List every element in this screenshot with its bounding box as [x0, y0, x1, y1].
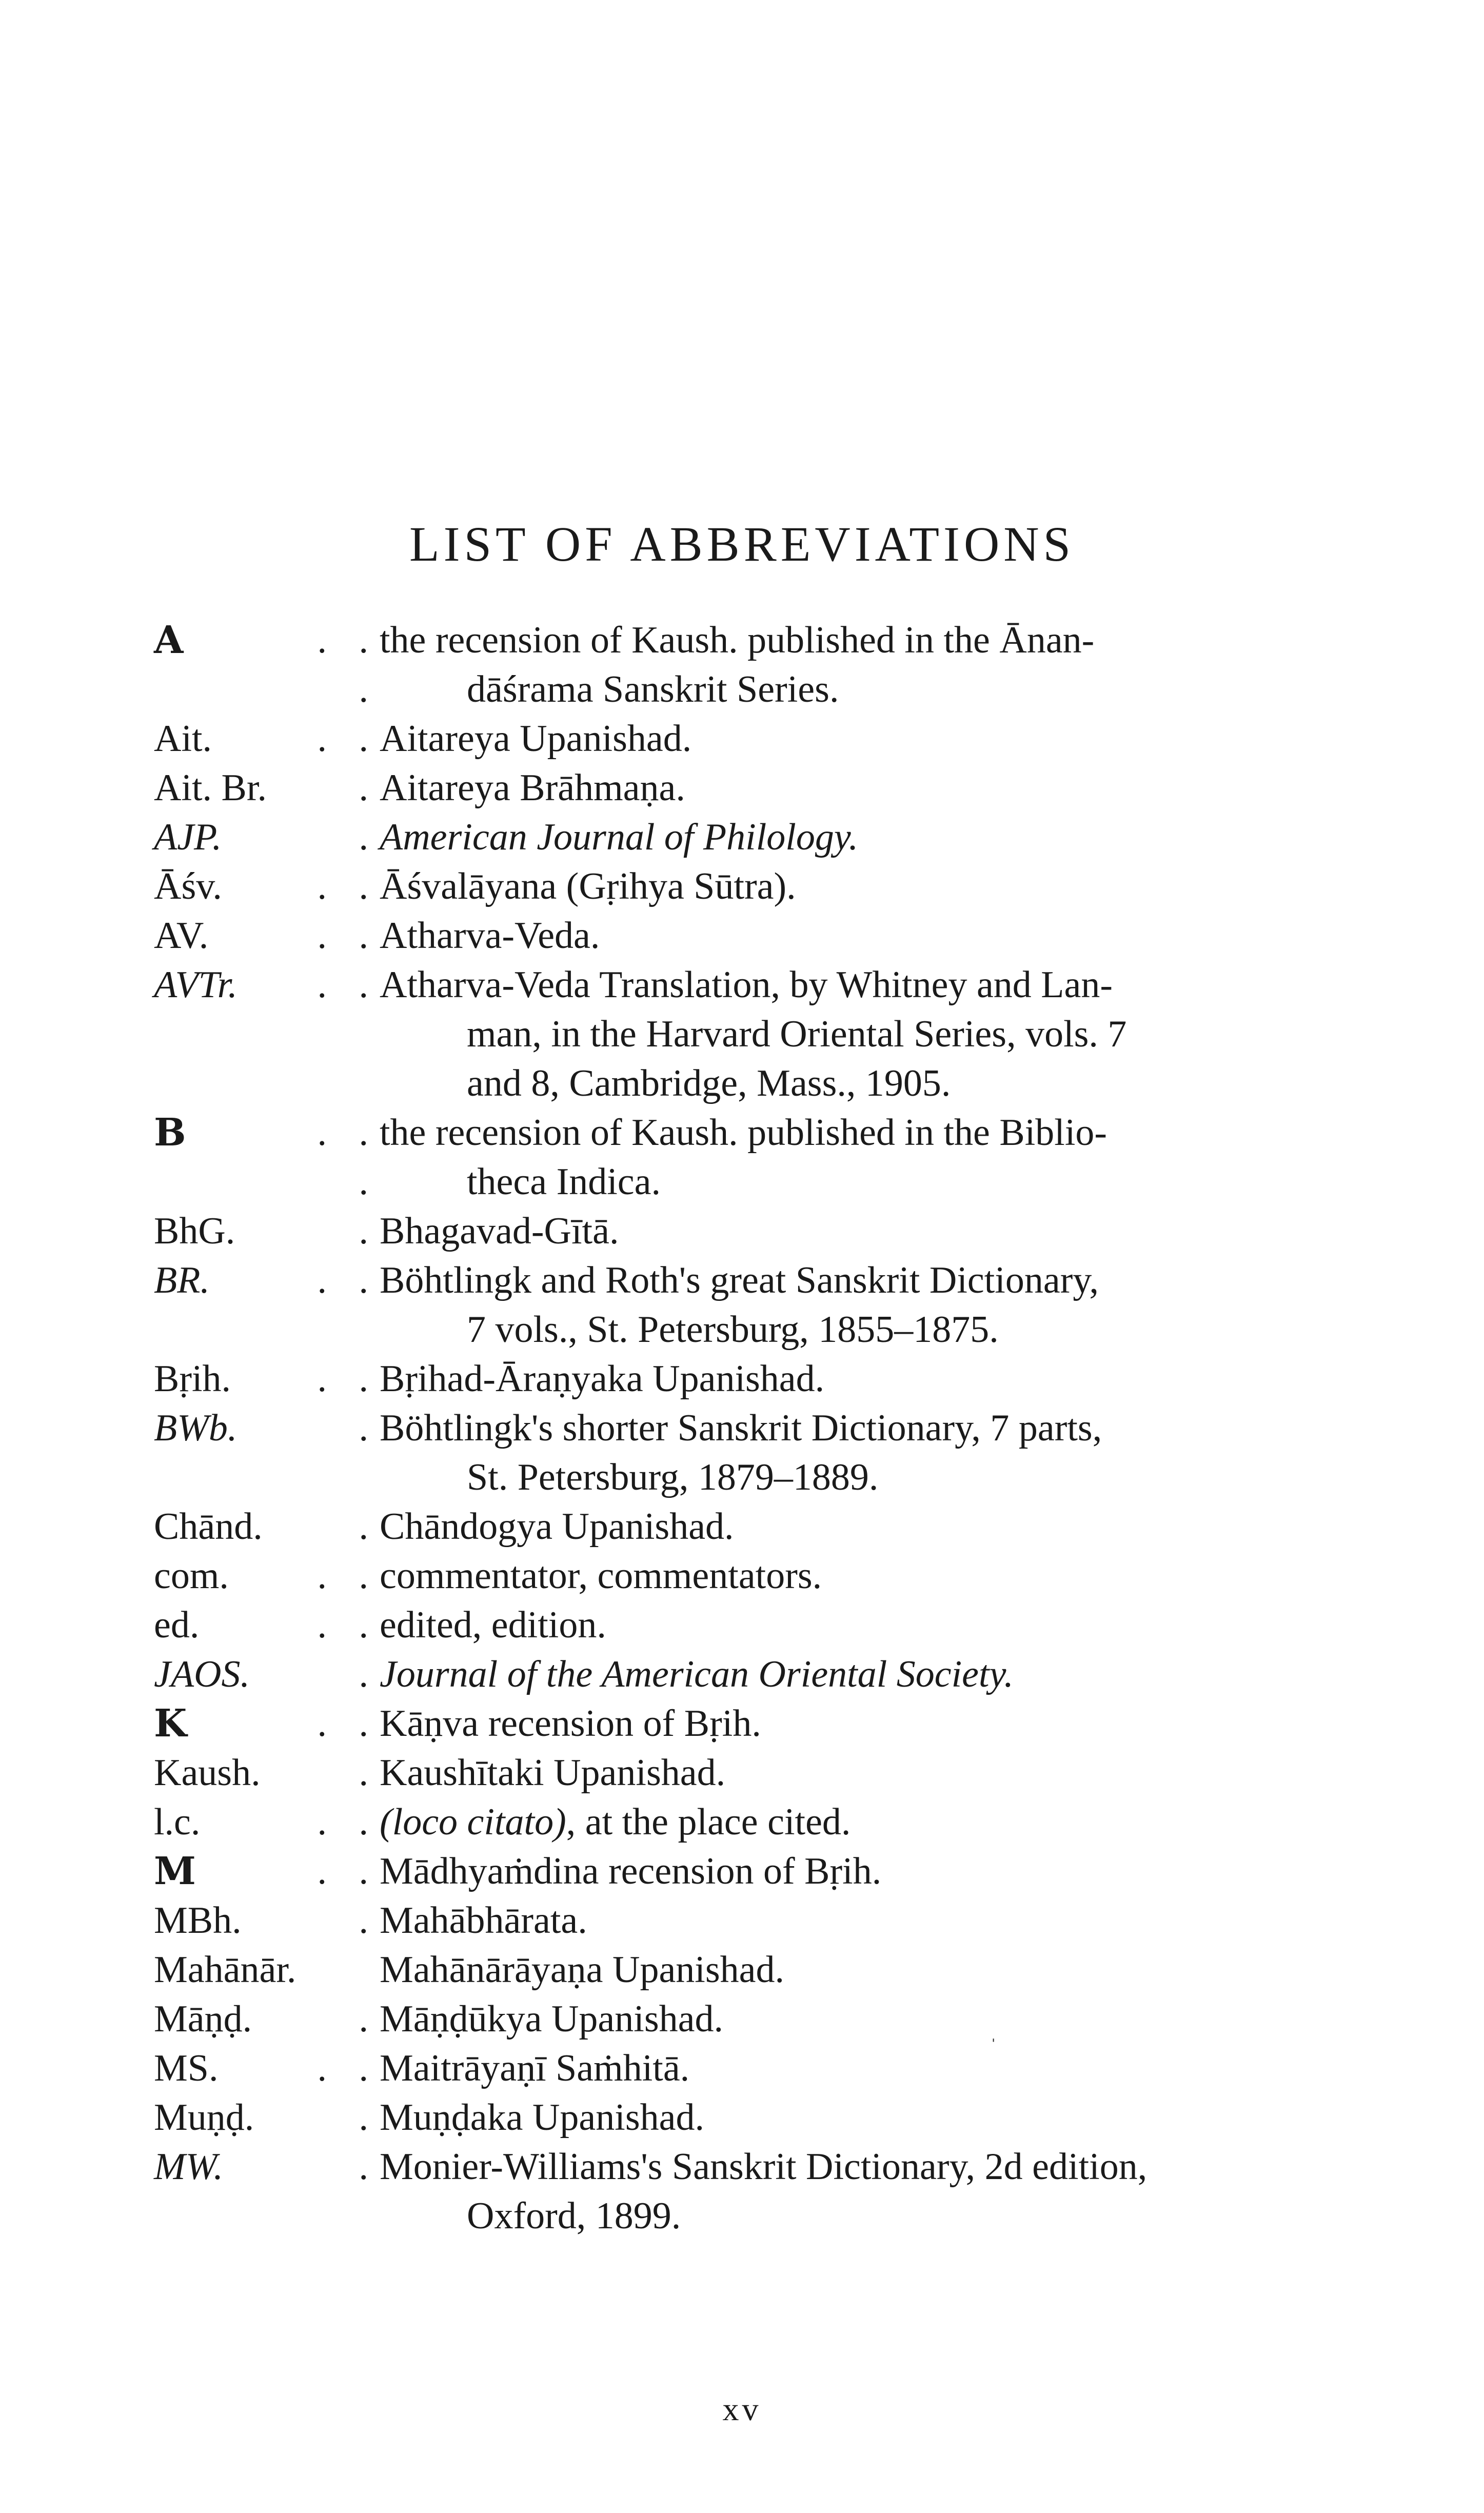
abbreviation-entry [0, 2044, 1484, 2093]
abbreviation-entry [0, 1896, 1484, 1945]
expansion-line [380, 1801, 850, 1843]
abbreviation-entry [0, 714, 1484, 763]
abbreviation-expansion [380, 1699, 1323, 1748]
abbreviation-term: BWb. [154, 1407, 238, 1449]
abbreviation-entry [0, 1945, 1484, 1994]
abbreviation-entry [0, 1600, 1484, 1650]
abbreviation-expansion [380, 1206, 1323, 1256]
page-title: LIST OF ABBREVIATIONS [409, 517, 1075, 571]
leader-dots: . [359, 2146, 380, 2188]
leader-dots: . [359, 1653, 380, 1695]
expansion-line: Maitrāyaṇī Saṁhitā. [380, 2047, 690, 2089]
expansion-continuation-line: theca Indica. [467, 1161, 661, 1203]
expansion-line: commentator, commentators. [380, 1555, 822, 1597]
abbreviation-entry [0, 1699, 1484, 1748]
abbreviation-expansion [380, 2044, 1323, 2093]
expansion-continuation-line: and 8, Cambridge, Mass., 1905. [467, 1062, 951, 1104]
leader-dots: . . [317, 2047, 380, 2089]
abbreviation-entry [0, 1650, 1484, 1699]
abbreviation-entry [0, 1256, 1484, 1354]
leader-dots: . . [317, 865, 380, 907]
abbreviation-term: Āśv. [154, 865, 222, 907]
abbreviation-expansion [380, 616, 1323, 714]
abbreviation-term: BhG. [154, 1210, 235, 1252]
abbreviation-term: Ait. Br. [154, 767, 267, 809]
abbreviation-term: AVTr. [154, 964, 238, 1006]
expansion-line: Aitareya Brāhmaṇa. [380, 767, 685, 809]
abbreviation-expansion [380, 1551, 1323, 1600]
expansion-line: Kāṇva recension of Bṛih. [380, 1703, 761, 1745]
abbreviation-expansion [380, 2142, 1323, 2241]
expansion-line: the recension of Kaush. published in the Biblio- [380, 1112, 1107, 1154]
abbreviation-entry [0, 1551, 1484, 1600]
leader-dots: . . [317, 1358, 380, 1400]
abbreviation-expansion [380, 2093, 1323, 2142]
leader-dots: . . . [317, 1112, 380, 1203]
abbreviation-term: MS. [154, 2047, 219, 2089]
abbreviation-entry [0, 2142, 1484, 2241]
abbreviation-expansion [380, 1994, 1323, 2044]
abbreviation-term: B [154, 1111, 186, 1155]
abbreviation-expansion [380, 813, 1323, 862]
expansion-line: American Journal of Philology. [380, 816, 859, 858]
leader-dots: . [359, 1752, 380, 1794]
abbreviation-entry [0, 1847, 1484, 1896]
abbreviation-term: A [154, 618, 184, 662]
abbreviation-term: Ait. [154, 718, 212, 760]
expansion-line: Aitareya Upanishad. [380, 718, 692, 760]
leader-dots: . [359, 1407, 380, 1449]
abbreviation-term: Māṇḍ. [154, 1998, 252, 2040]
abbreviation-entry [0, 1108, 1484, 1206]
abbreviation-expansion [380, 1650, 1323, 1699]
abbreviation-expansion [380, 1797, 1323, 1847]
abbreviation-term: AV. [154, 915, 209, 957]
abbreviation-term: ed. [154, 1604, 200, 1646]
leader-dots: . [359, 1506, 380, 1548]
stray-mark: ˈ [990, 2034, 997, 2057]
abbreviation-term: MW. [154, 2146, 223, 2188]
abbreviation-entry [0, 1797, 1484, 1847]
leader-dots: . [359, 816, 380, 858]
abbreviation-expansion [380, 1748, 1323, 1797]
leader-dots: . [359, 767, 380, 809]
abbreviation-term: Chānd. [154, 1506, 263, 1548]
leader-dots: . [359, 1210, 380, 1252]
expansion-line: Bṛihad-Āraṇyaka Upanishad. [380, 1358, 825, 1400]
expansion-line: Böhtlingk and Roth's great Sanskrit Dictionary, [380, 1259, 1099, 1301]
leader-dots: . . [317, 1801, 380, 1843]
abbreviation-expansion [380, 1354, 1323, 1403]
abbreviation-expansion [380, 763, 1323, 813]
expansion-continuation-line: 7 vols., St. Petersburg, 1855–1875. [467, 1309, 999, 1351]
expansion-line: Mādhyaṁdina recension of Bṛih. [380, 1850, 882, 1892]
expansion-text: , at the place cited. [566, 1801, 851, 1843]
leader-dots: . [359, 2096, 380, 2139]
expansion-continuation-line: man, in the Harvard Oriental Series, vols. 7 [467, 1013, 1127, 1055]
leader-dots: . . . [317, 619, 380, 710]
abbreviation-entry [0, 763, 1484, 813]
abbreviation-term: JAOS. [154, 1653, 250, 1695]
abbreviation-term: com. [154, 1555, 229, 1597]
leader-dots: . . [317, 915, 380, 957]
leader-dots: . . [317, 1259, 380, 1301]
expansion-line: Journal of the American Oriental Society. [380, 1653, 1014, 1695]
abbreviation-entry [0, 616, 1484, 714]
expansion-line: Böhtlingk's shorter Sanskrit Dictionary, 7 parts, [380, 1407, 1102, 1449]
expansion-line: the recension of Kaush. published in the Ānan- [380, 619, 1095, 661]
leader-dots: . [359, 1899, 380, 1942]
abbreviation-entry [0, 862, 1484, 911]
abbreviation-expansion [380, 1847, 1323, 1896]
expansion-line: Mahābhārata. [380, 1899, 587, 1942]
leader-dots: . [359, 1998, 380, 2040]
expansion-line: Atharva-Veda Translation, by Whitney and Lan- [380, 964, 1113, 1006]
abbreviation-entry [0, 2093, 1484, 2142]
expansion-continuation-line: Oxford, 1899. [467, 2195, 681, 2237]
abbreviation-expansion [380, 862, 1323, 911]
abbreviation-term: l.c. [154, 1801, 201, 1843]
abbreviation-term: Kaush. [154, 1752, 261, 1794]
expansion-line: Chāndogya Upanishad. [380, 1506, 734, 1548]
expansion-line: Monier-Williams's Sanskrit Dictionary, 2d edition, [380, 2146, 1147, 2188]
abbreviation-expansion [380, 1896, 1323, 1945]
expansion-line: Muṇḍaka Upanishad. [380, 2096, 704, 2139]
abbreviation-entry [0, 960, 1484, 1108]
expansion-line: Āśvalāyana (Gṛihya Sūtra). [380, 865, 796, 907]
leader-dots: . . [317, 1703, 380, 1745]
expansion-line: Bhagavad-Gītā. [380, 1210, 619, 1252]
abbreviation-expansion [380, 960, 1323, 1108]
abbreviation-entry [0, 1403, 1484, 1502]
leader-dots: . . [317, 718, 380, 760]
abbreviation-term: Mahānār. [154, 1949, 296, 1991]
abbreviation-list [0, 616, 1484, 2241]
abbreviation-entry [0, 911, 1484, 960]
abbreviation-expansion [380, 911, 1323, 960]
abbreviation-term: AJP. [154, 816, 222, 858]
expansion-continuation-line: St. Petersburg, 1879–1889. [467, 1456, 879, 1498]
leader-dots: . . [317, 1850, 380, 1892]
abbreviation-expansion [380, 1256, 1323, 1354]
abbreviation-expansion [380, 1403, 1323, 1502]
expansion-line: edited, edition. [380, 1604, 606, 1646]
abbreviation-expansion [380, 1108, 1323, 1206]
abbreviation-term: BR. [154, 1259, 210, 1301]
abbreviation-entry [0, 1502, 1484, 1551]
abbreviation-term: Bṛih. [154, 1358, 231, 1400]
expansion-line: Mahānārāyaṇa Upanishad. [380, 1949, 784, 1991]
expansion-continuation-line: dāśrama Sanskrit Series. [467, 668, 839, 710]
abbreviation-term: Muṇḍ. [154, 2096, 254, 2139]
abbreviation-entry [0, 1354, 1484, 1403]
expansion-line: Māṇḍūkya Upanishad. [380, 1998, 723, 2040]
abbreviation-entry [0, 813, 1484, 862]
abbreviation-expansion [380, 714, 1323, 763]
expansion-line: Kaushītaki Upanishad. [380, 1752, 726, 1794]
abbreviation-expansion [380, 1502, 1323, 1551]
expansion-line: Atharva-Veda. [380, 915, 600, 957]
abbreviation-term: M [154, 1849, 196, 1893]
abbreviation-term: MBh. [154, 1899, 242, 1942]
abbreviation-entry [0, 1748, 1484, 1797]
page-number: xv [722, 2391, 762, 2427]
abbreviation-entry [0, 1994, 1484, 2044]
abbreviation-term: K [154, 1701, 187, 1746]
leader-dots: . . [317, 1555, 380, 1597]
abbreviation-entry [0, 1206, 1484, 1256]
abbreviation-expansion [380, 1945, 1323, 1994]
leader-dots: . . [317, 964, 380, 1006]
abbreviation-expansion [380, 1600, 1323, 1650]
leader-dots: . . [317, 1604, 380, 1646]
italic-phrase: (loco citato) [380, 1801, 566, 1843]
